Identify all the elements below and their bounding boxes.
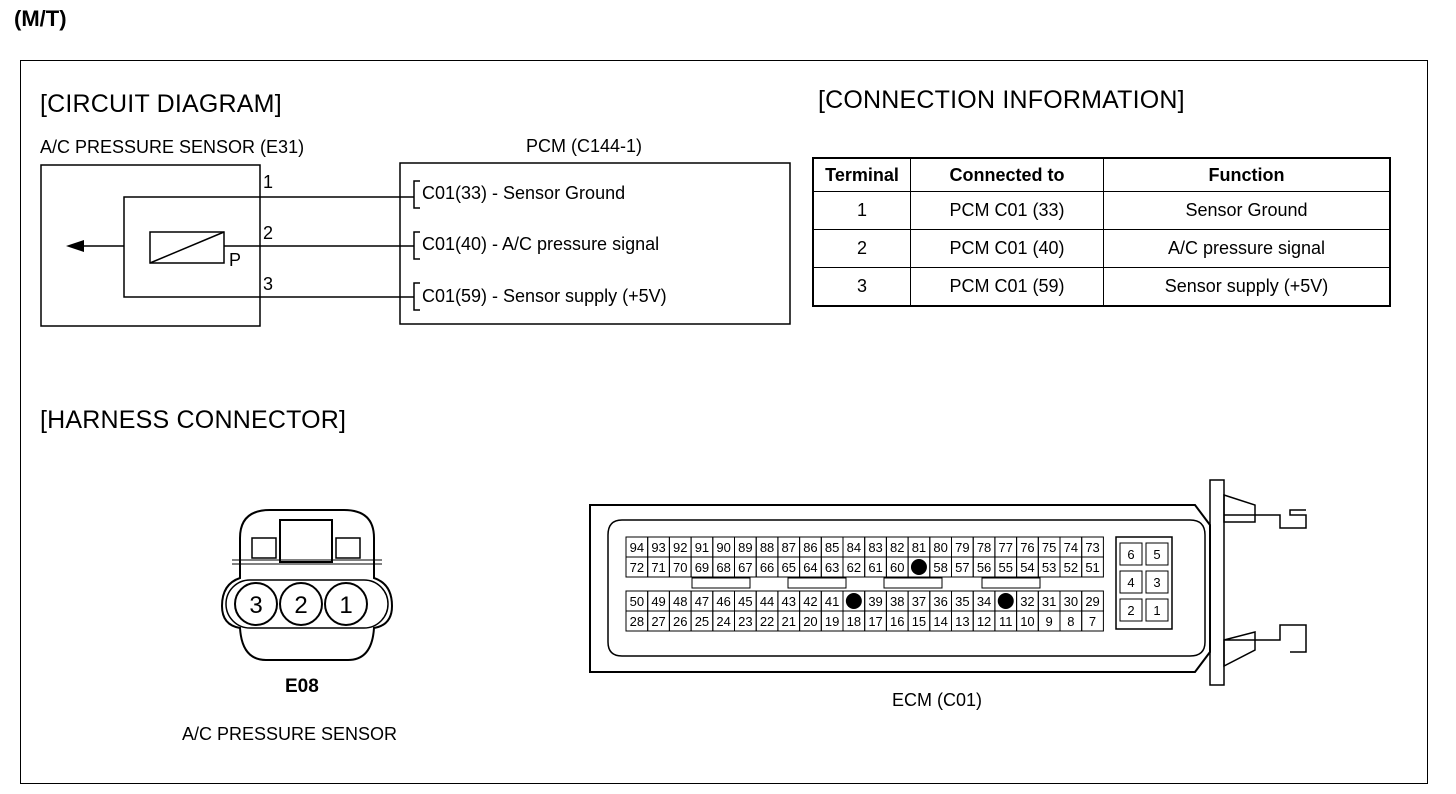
pcm-pin-59: C01(59) - Sensor supply (+5V) (422, 286, 667, 306)
ecm-pin-label: 79 (955, 540, 970, 555)
ecm-pin-label: 49 (651, 594, 666, 609)
ecm-pin-label: 85 (824, 540, 840, 555)
ecm-pin-label: 32 (1020, 594, 1035, 609)
sensor-connector-id: E08 (285, 676, 319, 697)
ecm-pin-label: 47 (694, 594, 710, 609)
ecm-key-tab (692, 578, 750, 588)
ecm-pin-label: 52 (1063, 560, 1079, 575)
ecm-pin-label: 58 (933, 560, 948, 575)
connection-info-title: [CONNECTION INFORMATION] (818, 86, 1185, 114)
ecm-pin-label: 86 (803, 540, 818, 555)
sensor-p-label: P (229, 250, 242, 270)
ecm-pin-label: 38 (890, 594, 905, 609)
ecm-pin-label: 12 (976, 614, 992, 629)
ecm-pin-label: 16 (890, 614, 905, 629)
ecm-pin-label: 9 (1045, 614, 1053, 629)
ecm-pin-label: 68 (716, 560, 731, 575)
cell-connected-to: PCM C01 (33) (911, 192, 1104, 230)
ecm-pin-label: 73 (1085, 540, 1100, 555)
ecm-pin-label: 28 (629, 614, 645, 629)
pin-number-2: 2 (263, 223, 274, 243)
ecm-pin-label: 74 (1063, 540, 1079, 555)
pcm-pin-40: C01(40) - A/C pressure signal (422, 234, 660, 254)
ecm-pin-label: 26 (673, 614, 688, 629)
ecm-pin-label: 70 (673, 560, 688, 575)
ecm-pin-label: 84 (846, 540, 862, 555)
ecm-pin-label: 62 (846, 560, 862, 575)
header-connected-to: Connected to (911, 158, 1104, 192)
ecm-side-pin-label: 4 (1127, 575, 1135, 590)
cell-connected-to: PCM C01 (59) (911, 268, 1104, 307)
ecm-side-block (1116, 537, 1172, 629)
ecm-side-pins (1120, 543, 1168, 621)
ecm-pin-used-dot (911, 559, 927, 575)
ecm-pin-label: 72 (629, 560, 645, 575)
ecm-side-pin-label: 5 (1153, 547, 1161, 562)
ecm-key-tab (788, 578, 846, 588)
ecm-pin-label: 13 (955, 614, 970, 629)
ecm-pin-label: 51 (1085, 560, 1100, 575)
ecm-pin-label: 65 (781, 560, 796, 575)
ecm-pin-label: 48 (673, 594, 688, 609)
ecm-pin-label: 41 (824, 594, 840, 609)
ecm-lock-lower (1224, 625, 1306, 666)
ecm-pin-label: 67 (738, 560, 753, 575)
cell-terminal: 1 (813, 192, 911, 230)
ecm-pin-label: 66 (759, 560, 775, 575)
ecm-pin-label: 81 (911, 540, 927, 555)
ecm-pin-label: 56 (976, 560, 992, 575)
ecm-pin-label: 18 (846, 614, 862, 629)
ecm-pin-label: 69 (694, 560, 710, 575)
ecm-pin-label: 22 (759, 614, 775, 629)
ecm-pin-label: 14 (933, 614, 948, 629)
ecm-pin-label: 39 (868, 594, 883, 609)
cell-connected-to: PCM C01 (40) (911, 230, 1104, 268)
harness-connector-title: [HARNESS CONNECTOR] (40, 406, 347, 434)
ecm-pin-label: 80 (933, 540, 948, 555)
ecm-connector-name: ECM (C01) (892, 690, 983, 710)
ecm-pin-label: 50 (629, 594, 645, 609)
ecm-pin-label: 42 (803, 594, 818, 609)
sensor-connector-name: A/C PRESSURE SENSOR (182, 724, 398, 744)
ecm-key-tab (982, 578, 1040, 588)
ecm-pin-label: 55 (998, 560, 1013, 575)
ecm-pin-label: 29 (1085, 594, 1100, 609)
ecm-pin-label: 35 (955, 594, 970, 609)
ecm-pin-label: 94 (629, 540, 645, 555)
ecm-pin-label: 92 (673, 540, 688, 555)
page-title: (M/T) (14, 6, 67, 31)
ecm-pin-used-dot (846, 593, 862, 609)
header-function: Function (1104, 158, 1391, 192)
ecm-pin-label: 31 (1041, 594, 1057, 609)
pin-number-1: 1 (263, 172, 274, 192)
ecm-pin-label: 53 (1041, 560, 1057, 575)
ecm-pin-label: 43 (781, 594, 796, 609)
ecm-pin-label: 7 (1088, 614, 1097, 629)
ecm-side-pin-label: 1 (1153, 603, 1161, 618)
sensor-pin-label: 2 (294, 592, 308, 619)
ecm-pin-label: 11 (999, 614, 1013, 629)
ecm-pin-label: 17 (868, 614, 883, 629)
sensor-label: A/C PRESSURE SENSOR (E31) (40, 137, 305, 157)
ecm-pin-label: 23 (738, 614, 753, 629)
ecm-pin-label: 88 (759, 540, 775, 555)
ecm-pin-label: 37 (911, 594, 927, 609)
ecm-connector-flange (1210, 480, 1224, 685)
ecm-pin-label: 78 (976, 540, 992, 555)
ecm-pin-label: 87 (781, 540, 796, 555)
ecm-pin-label: 10 (1020, 614, 1035, 629)
cell-terminal: 2 (813, 230, 911, 268)
ecm-pin-label: 63 (824, 560, 840, 575)
ecm-pin-label: 82 (890, 540, 905, 555)
ecm-pin-label: 15 (911, 614, 927, 629)
ecm-side-pin-label: 2 (1127, 603, 1135, 618)
pin-number-3: 3 (263, 274, 274, 294)
pcm-label: PCM (C144-1) (526, 136, 643, 156)
ecm-pin-label: 27 (651, 614, 666, 629)
ecm-pin-label: 25 (694, 614, 710, 629)
ecm-pin-label: 75 (1041, 540, 1057, 555)
ecm-pin-label: 64 (803, 560, 818, 575)
ecm-pin-label: 8 (1067, 614, 1075, 629)
cell-function: Sensor supply (+5V) (1104, 268, 1391, 307)
ecm-pin-label: 54 (1020, 560, 1035, 575)
ecm-side-pin-label: 6 (1127, 547, 1135, 562)
ecm-pin-label: 60 (890, 560, 905, 575)
ecm-pin-label: 57 (955, 560, 970, 575)
ecm-pin-label: 90 (716, 540, 731, 555)
sensor-pin-label: 3 (249, 592, 263, 619)
ecm-pin-label: 30 (1063, 594, 1079, 609)
ecm-pin-label: 19 (824, 614, 840, 629)
ecm-pin-label: 91 (694, 540, 710, 555)
ecm-lock-upper (1224, 495, 1306, 528)
cell-terminal: 3 (813, 268, 911, 307)
ecm-pin-label: 36 (933, 594, 948, 609)
ecm-pin-used-dot (998, 593, 1014, 609)
ecm-pin-label: 20 (803, 614, 818, 629)
ecm-pin-label: 71 (651, 560, 666, 575)
ecm-pin-label: 21 (781, 614, 796, 629)
cell-function: Sensor Ground (1104, 192, 1391, 230)
ecm-key-tab (884, 578, 942, 588)
ecm-pin-label: 24 (716, 614, 731, 629)
ecm-pin-grid (626, 537, 1103, 631)
ecm-pin-label: 89 (738, 540, 753, 555)
ecm-pin-label: 61 (868, 560, 883, 575)
cell-function: A/C pressure signal (1104, 230, 1391, 268)
ecm-pin-label: 45 (738, 594, 753, 609)
sensor-pin-label: 1 (339, 592, 353, 619)
ecm-pin-label: 83 (868, 540, 883, 555)
circuit-diagram-title: [CIRCUIT DIAGRAM] (40, 90, 282, 118)
pcm-pin-33: C01(33) - Sensor Ground (422, 183, 626, 203)
ecm-pin-label: 93 (651, 540, 666, 555)
ecm-pin-label: 76 (1020, 540, 1035, 555)
ecm-pin-label: 77 (998, 540, 1013, 555)
header-terminal: Terminal (813, 158, 911, 192)
ecm-side-pin-label: 3 (1153, 575, 1161, 590)
ecm-pin-label: 44 (759, 594, 775, 609)
ecm-pin-label: 46 (716, 594, 731, 609)
ecm-pin-label: 34 (976, 594, 992, 609)
